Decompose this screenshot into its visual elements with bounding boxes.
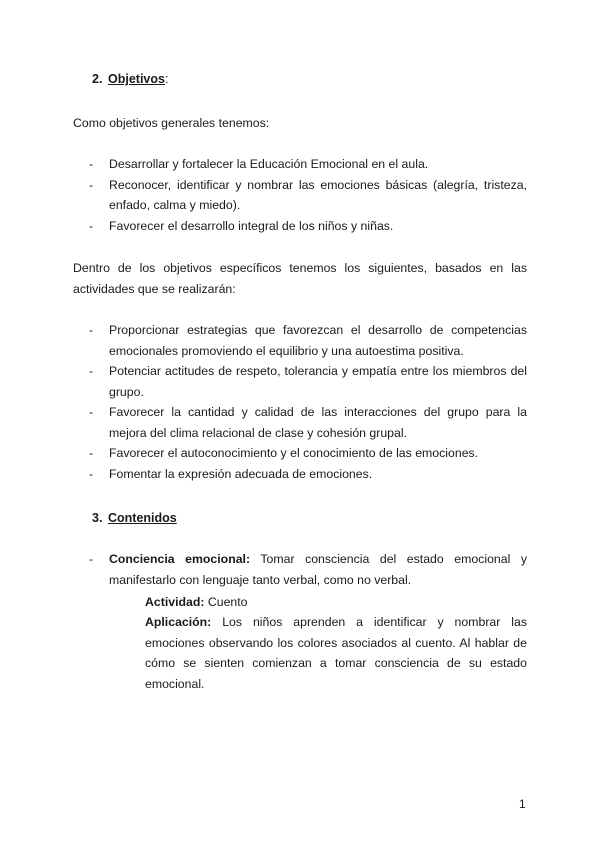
list-item [73,549,527,590]
section-title: Objetivos [108,72,165,86]
list-marker: - [89,446,94,460]
section-number: 3. [92,511,103,525]
general-objectives-intro: Como objetivos generales tenemos: [73,116,270,130]
list-marker: - [89,323,94,337]
list-item: - Desarrollar y fortalecer la Educación Emocional en el aula. [73,154,527,175]
general-objectives-list [73,154,527,236]
list-item: - Reconocer, identificar y nombrar las emociones básicas (alegría, tristeza, enfado, calma y miedo). [73,175,527,216]
activity-text: Cuento [204,595,248,609]
page-number: 1 [519,797,526,811]
list-marker: - [89,466,94,481]
list-item: - Favorecer el desarrollo integral de los niños y niñas. [73,216,527,237]
content-item-label: Conciencia emocional: [109,552,251,566]
list-item: - Fomentar la expresión adecuada de emociones. [73,464,527,485]
application-label: Aplicación: [145,615,212,629]
section-title-suffix: : [164,72,169,86]
list-item: - Potenciar actitudes de respeto, tolerancia y empatía entre los miembros del grupo. [73,361,527,402]
activity-label: Actividad: [145,595,205,609]
section-heading-objetivos [92,72,168,86]
list-marker: - [89,405,94,419]
section-number: 2. [92,72,103,86]
list-item: - Favorecer el autoconocimiento y el conocimiento de las emociones. [73,443,527,464]
list-marker: - [89,218,94,233]
list-marker: - [89,157,94,171]
specific-objectives-intro: Dentro de los objetivos específicos tenemos los siguientes, basados en las actividades que se realizarán: [73,261,527,296]
content-item-text: Tomar consciencia del estado emocional y manifestarlo con lenguaje tanto verbal, como no verbal. [109,552,527,587]
list-item: - Favorecer la cantidad y calidad de las interacciones del grupo para la mejora del clima relacional de clase y cohesión grupal. [73,402,527,443]
activity-line [145,592,527,613]
application-text: Los niños aprenden a identificar y nombrar las emociones observando los colores asociados al cuento. Al hablar de cómo se sienten comienzan a tomar consciencia de su estado emocional. [145,615,527,691]
section-heading-contenidos [92,511,177,525]
specific-objectives-list [73,320,527,484]
list-marker: - [89,177,94,192]
section-title: Contenidos [108,511,177,525]
list-marker: - [89,364,94,378]
application-paragraph [145,612,527,694]
list-item: - Proporcionar estrategias que favorezcan el desarrollo de competencias emocionales promoviendo el equilibrio y una autoestima positiva. [73,320,527,361]
contents-list [73,549,527,590]
list-marker: - [89,552,94,566]
